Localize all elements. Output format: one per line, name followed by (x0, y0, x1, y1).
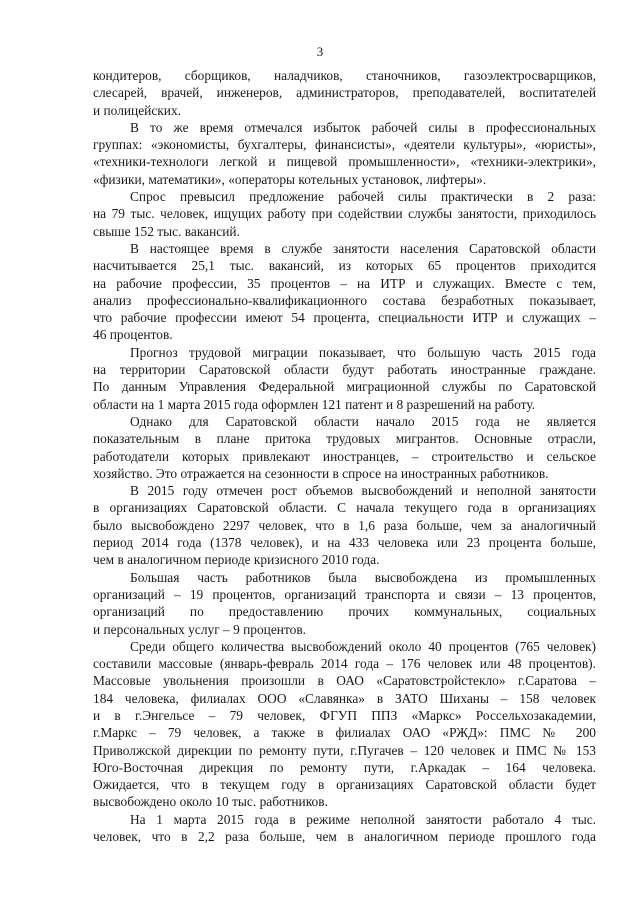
text-line: в организациях Саратовской области. С начала текущего года в организациях (93, 500, 596, 516)
page-number: 3 (316, 44, 324, 59)
text-line: период 2014 года (1378 человек), и на 433 человека или 23 процента больше, (93, 535, 596, 551)
text-line: на рабочие профессии, 35 процентов – на ИТР и служащих. Вместе с тем, (93, 275, 596, 291)
text-line: анализ профессионально-квалификационного состава безработных показывает, (93, 292, 596, 308)
text-line: насчитывается 25,1 тыс. вакансий, из которых 65 процентов приходится (93, 258, 596, 274)
text-line: кондитеров, сборщиков, наладчиков, станочников, газоэлектросварщиков, (93, 68, 596, 83)
text-line: организаций по предоставлению прочих коммунальных, социальных (93, 604, 596, 620)
text-line: области на 1 марта 2015 года оформлен 121 патент и 8 разрешений на работу. (93, 396, 536, 412)
text-line: В то же время отмечался избыток рабочей силы в профессиональных (130, 119, 596, 135)
text-line: что рабочие профессии имеют 54 процента, специальности ИТР и служащих – (93, 310, 596, 326)
text-line: человек, что в 2,2 раза больше, чем в аналогичном периоде прошлого года (93, 829, 596, 845)
text-line: группах: «экономисты, бухгалтеры, финансисты», «деятели культуры», «юристы», (93, 137, 596, 153)
text-line: хозяйство. Это отражается на сезонности в спросе на иностранных работников. (93, 465, 549, 481)
text-line: показательным в плане притока трудовых мигрантов. Основные отрасли, (93, 431, 596, 447)
text-line: работодатели которых привлекают иностранцев, – строительство и сельское (93, 448, 596, 464)
text-line: и полицейских. (93, 102, 181, 118)
text-line: чем в аналогичном периоде кризисного 2010 года. (93, 552, 380, 568)
text-line: на территории Саратовской области будут работать иностранные граждане. (93, 362, 596, 378)
text-line: В настоящее время в службе занятости населения Саратовской области (130, 240, 596, 256)
text-line: Среди общего количества высвобождений около 40 процентов (765 человек) (130, 638, 596, 654)
text-line: Ожидается, что в текущем году в организациях Саратовской области будет (93, 777, 596, 793)
text-line: Прогноз трудовой миграции показывает, что большую часть 2015 года (130, 344, 596, 360)
text-line: высвобождено около 10 тыс. работников. (93, 794, 328, 810)
text-line: свыше 152 тыс. вакансий. (93, 223, 240, 239)
text-line: было высвобождено 2297 человек, что в 1,6 раза больше, чем за аналогичный (93, 517, 596, 533)
text-line: 46 процентов. (93, 327, 173, 343)
text-line: Спрос превысил предложение рабочей силы практически в 2 раза: (130, 189, 596, 205)
text-line: Массовые увольнения произошли в ОАО «Саратовстройстекло» г.Саратова – (93, 673, 596, 689)
text-line: Юго-Восточная дирекция по ремонту пути, г.Аркадак – 164 человека. (93, 759, 596, 775)
text-line: Однако для Саратовской области начало 2015 года не является (130, 413, 596, 429)
text-line: слесарей, врачей, инженеров, администраторов, преподавателей, воспитателей (93, 85, 596, 101)
text-line: на 79 тыс. человек, ищущих работу при содействии службы занятости, приходилось (93, 206, 596, 222)
text-line: Приволжской дирекции по ремонту пути, г.Пугачев – 120 человек и ПМС № 153 (93, 742, 596, 758)
text-line: и персональных услуг – 9 процентов. (93, 621, 306, 637)
body-text (93, 67, 596, 845)
text-line: г.Маркс – 79 человек, а также в филиалах ОАО «РЖД»: ПМС № 200 (93, 725, 596, 741)
text-line: организаций – 19 процентов, организаций транспорта и связи – 13 процентов, (93, 586, 596, 602)
text-line: «физики, математики», «операторы котельных установок, лифтеры». (93, 171, 487, 187)
text-line: Большая часть работников была высвобождена из промышленных (130, 569, 596, 585)
text-line: и в г.Энгельсе – 79 человек, ФГУП ППЗ «Маркс» Россельхозакадемии, (93, 707, 596, 723)
text-line: «техники-технологи легкой и пищевой промышленности», «техники-электрики», (93, 154, 596, 170)
text-line: По данным Управления Федеральной миграционной службы по Саратовской (93, 379, 596, 395)
text-line: составили массовые (январь-февраль 2014 года – 176 человек или 48 процентов). (93, 656, 596, 672)
text-line: На 1 марта 2015 года в режиме неполной занятости работало 4 тыс. (130, 811, 596, 827)
text-line: В 2015 году отмечен рост объемов высвобождений и неполной занятости (130, 483, 596, 499)
text-line: 184 человека, филиалах ООО «Славянка» в ЗАТО Шиханы – 158 человек (93, 690, 596, 706)
